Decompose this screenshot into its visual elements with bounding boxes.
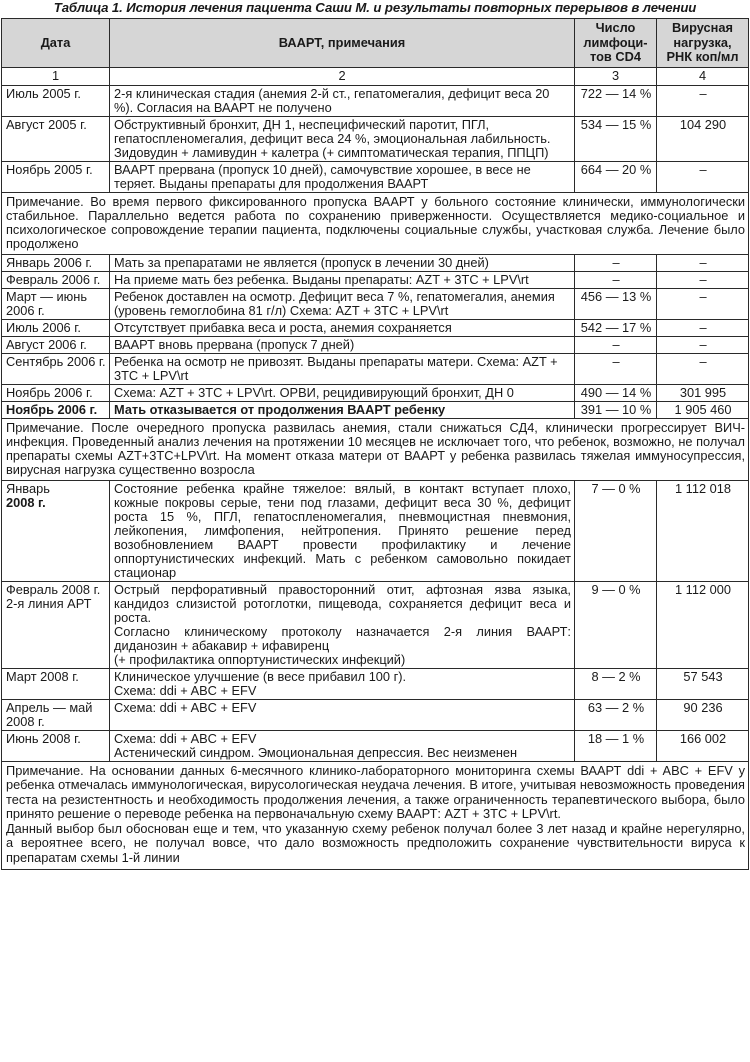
viral-load-cell: – [657,288,749,319]
cd4-cell: 490 — 14 % [575,384,657,401]
column-number: 4 [657,67,749,85]
treatment-cell: Мать за препаратами не является (пропуск в лечении 30 дней) [110,254,575,271]
cd4-cell: 391 — 10 % [575,401,657,418]
viral-load-cell: 57 543 [657,668,749,699]
viral-load-cell: 1 112 018 [657,480,749,581]
date-cell [2,480,110,581]
treatment-cell: Ребенка на осмотр не привозят. Выданы препараты матери. Схема: AZT + 3TC + LPV\rt [110,353,575,384]
note-row [2,761,749,869]
date-line: Февраль 2008 г. [6,581,101,597]
treatment-line: (+ профилактика оппортунистических инфекций) [114,651,406,667]
table-row-highlighted [2,401,749,418]
table-row [2,336,749,353]
date-cell: Июль 2005 г. [2,85,110,116]
table-row [2,85,749,116]
treatment-cell: Схема: AZT + 3TC + LPV\rt. ОРВИ, рецидивирующий бронхит, ДН 0 [110,384,575,401]
column-number-row [2,67,749,85]
viral-load-cell: 90 236 [657,699,749,730]
date-line: 2-я линия АРТ [6,595,92,611]
table-row [2,288,749,319]
cd4-cell: – [575,336,657,353]
treatment-cell: Состояние ребенка крайне тяжелое: вялый, в контакт вступает плохо, кожные покровы серые, тени под глазами, дефицит веса 30 %, дефицит роста 15 %, ПГЛ, гепатоспленомегалия, пневмоцистная пневмония, лейкопения, лимфопения, нейтропения. Принято решение перед возобновлением ВААРТ провести профилактику и лечение оппортунистических инфекций. Мать с ребенком самовольно покидает стационар [110,480,575,581]
date-cell: Август 2006 г. [2,336,110,353]
treatment-cell: Схема: ddi + ABC + EFV [110,699,575,730]
header-date: Дата [2,19,110,68]
cd4-cell: 63 — 2 % [575,699,657,730]
treatment-cell: На приеме мать без ребенка. Выданы препараты: AZT + 3TC + LPV\rt [110,271,575,288]
table-row [2,730,749,761]
date-cell: Март 2008 г. [2,668,110,699]
treatment-history-table [1,18,749,870]
date-cell: Февраль 2006 г. [2,271,110,288]
treatment-line: Схема: ddi + ABC + EFV [114,682,257,698]
cd4-cell: 9 — 0 % [575,581,657,668]
viral-load-cell: 1 112 000 [657,581,749,668]
treatment-cell: Мать отказывается от продолжения ВААРТ ребенку [110,401,575,418]
viral-load-cell: 301 995 [657,384,749,401]
date-cell: Июнь 2008 г. [2,730,110,761]
table-row [2,699,749,730]
header-treatment: ВААРТ, примечания [110,19,575,68]
header-viral-load: Вирусная нагрузка, РНК коп/мл [657,19,749,68]
treatment-cell [110,668,575,699]
note-paragraph: Примечание. На основании данных 6-месячного клинико-лабораторного мониторинга схемы ВААРТ ddi + ABC + EFV у ребенка отмечалась иммунологическая, вирусологическая неудача лечения. В итоге, учитывая невозможность проведения теста на резистентность и необходимость продолжения лечения, а также ограниченность терапевтического выбора, было принято решение о переводе ребенка на первоначальную схему ВААРТ: AZT + 3TC + LPV\rt. [6,762,745,822]
table-row [2,271,749,288]
note-row [2,418,749,480]
treatment-cell [110,730,575,761]
table-row [2,319,749,336]
column-number: 3 [575,67,657,85]
viral-load-cell: 1 905 460 [657,401,749,418]
cd4-cell: – [575,271,657,288]
table-row [2,668,749,699]
date-cell: Ноябрь 2005 г. [2,161,110,192]
date-cell: Январь 2006 г. [2,254,110,271]
viral-load-cell: – [657,85,749,116]
viral-load-cell: – [657,161,749,192]
date-line-bold: 2008 г. [6,494,46,510]
viral-load-cell: 104 290 [657,116,749,161]
table-row [2,353,749,384]
treatment-cell: Обструктивный бронхит, ДН 1, неспецифический паротит, ПГЛ, гепатоспленомегалия, дефицит веса 24 %, эмоциональная лабильность. Зидовудин + ламивудин + калетра (+ симптоматическая терапия, ППЦП) [110,116,575,161]
table-row [2,254,749,271]
treatment-cell: Отсутствует прибавка веса и роста, анемия сохраняется [110,319,575,336]
table-header-row [2,19,749,68]
table-row [2,116,749,161]
table-row [2,581,749,668]
table-row [2,384,749,401]
cd4-cell: – [575,353,657,384]
date-cell: Апрель — май 2008 г. [2,699,110,730]
viral-load-cell: – [657,353,749,384]
date-cell: Сентябрь 2006 г. [2,353,110,384]
note-text [2,761,749,869]
note-text: Примечание. После очередного пропуска развилась анемия, стали снижаться СД4, клинически прогрессирует ВИЧ-инфекция. Проведенный анализ лечения на протяжении 10 месяцев не исключает того, что ребенок, возможно, не получал препараты схемы AZT+3TC+LPV\rt. На момент отказа матери от ВААРТ у ребенка развилась тяжелая иммуносупрессия, вирусная нагрузка существенно возросла [2,418,749,480]
treatment-cell: ВААРТ вновь прервана (пропуск 7 дней) [110,336,575,353]
viral-load-cell: – [657,336,749,353]
cd4-cell: 722 — 14 % [575,85,657,116]
cd4-cell: 18 — 1 % [575,730,657,761]
date-cell [2,581,110,668]
cd4-cell: 8 — 2 % [575,668,657,699]
table-row [2,161,749,192]
header-cd4: Число лимфоци-тов CD4 [575,19,657,68]
treatment-cell: 2-я клиническая стадия (анемия 2-й ст., гепатомегалия, дефицит веса 20 %). Согласия на ВААРТ не получено [110,85,575,116]
viral-load-cell: – [657,254,749,271]
date-cell: Март — июнь 2006 г. [2,288,110,319]
date-cell: Август 2005 г. [2,116,110,161]
treatment-line: Согласно клиническому протоколу назначается 2-я линия ВААРТ: диданозин + абакавир + ифавиренц [114,623,571,653]
cd4-cell: 456 — 13 % [575,288,657,319]
date-cell: Ноябрь 2006 г. [2,401,110,418]
note-text: Примечание. Во время первого фиксированного пропуска ВААРТ у больного состояние клинически, иммунологически стабильное. Параллельно ведется работа по сохранению приверженности. Осуществляется медико-социальное и психологическое сопровождение терапии пациента, подключены социальные службы, участковая служба. Лечение было продолжено [2,192,749,254]
cd4-cell: 534 — 15 % [575,116,657,161]
viral-load-cell: – [657,271,749,288]
column-number: 1 [2,67,110,85]
column-number: 2 [110,67,575,85]
cd4-cell: – [575,254,657,271]
treatment-line: Клиническое улучшение (в весе прибавил 100 г). [114,668,407,684]
date-cell: Июль 2006 г. [2,319,110,336]
note-paragraph: Данный выбор был обоснован еще и тем, что указанную схему ребенок получал более 3 лет назад и крайне нерегулярно, а вероятнее всего, не получал вовсе, что дало возможность предположить сохранение чувствительности вируса к препаратам схемы 1-й линии [6,820,745,866]
treatment-cell [110,581,575,668]
treatment-line: Схема: ddi + ABC + EFV [114,730,257,746]
cd4-cell: 664 — 20 % [575,161,657,192]
table-row [2,480,749,581]
date-cell: Ноябрь 2006 г. [2,384,110,401]
note-row [2,192,749,254]
treatment-line: Астенический синдром. Эмоциональная депрессия. Вес неизменен [114,744,518,760]
date-line: Январь [6,480,50,496]
treatment-line: Острый перфоративный правосторонний отит, афтозная язва языка, кандидоз слизистой ротоглотки, пищевода, сохраняется дефицит веса и роста. [114,581,571,625]
cd4-cell: 542 — 17 % [575,319,657,336]
viral-load-cell: – [657,319,749,336]
treatment-cell: ВААРТ прервана (пропуск 10 дней), самочувствие хорошее, в весе не теряет. Выданы препараты для продолжения ВААРТ [110,161,575,192]
cd4-cell: 7 — 0 % [575,480,657,581]
treatment-cell: Ребенок доставлен на осмотр. Дефицит веса 7 %, гепатомегалия, анемия (уровень гемоглобина 81 г/л) Схема: AZT + 3TC + LPV\rt [110,288,575,319]
viral-load-cell: 166 002 [657,730,749,761]
table-caption: Таблица 1. История лечения пациента Саши М. и результаты повторных перерывов в лечении [53,0,697,15]
